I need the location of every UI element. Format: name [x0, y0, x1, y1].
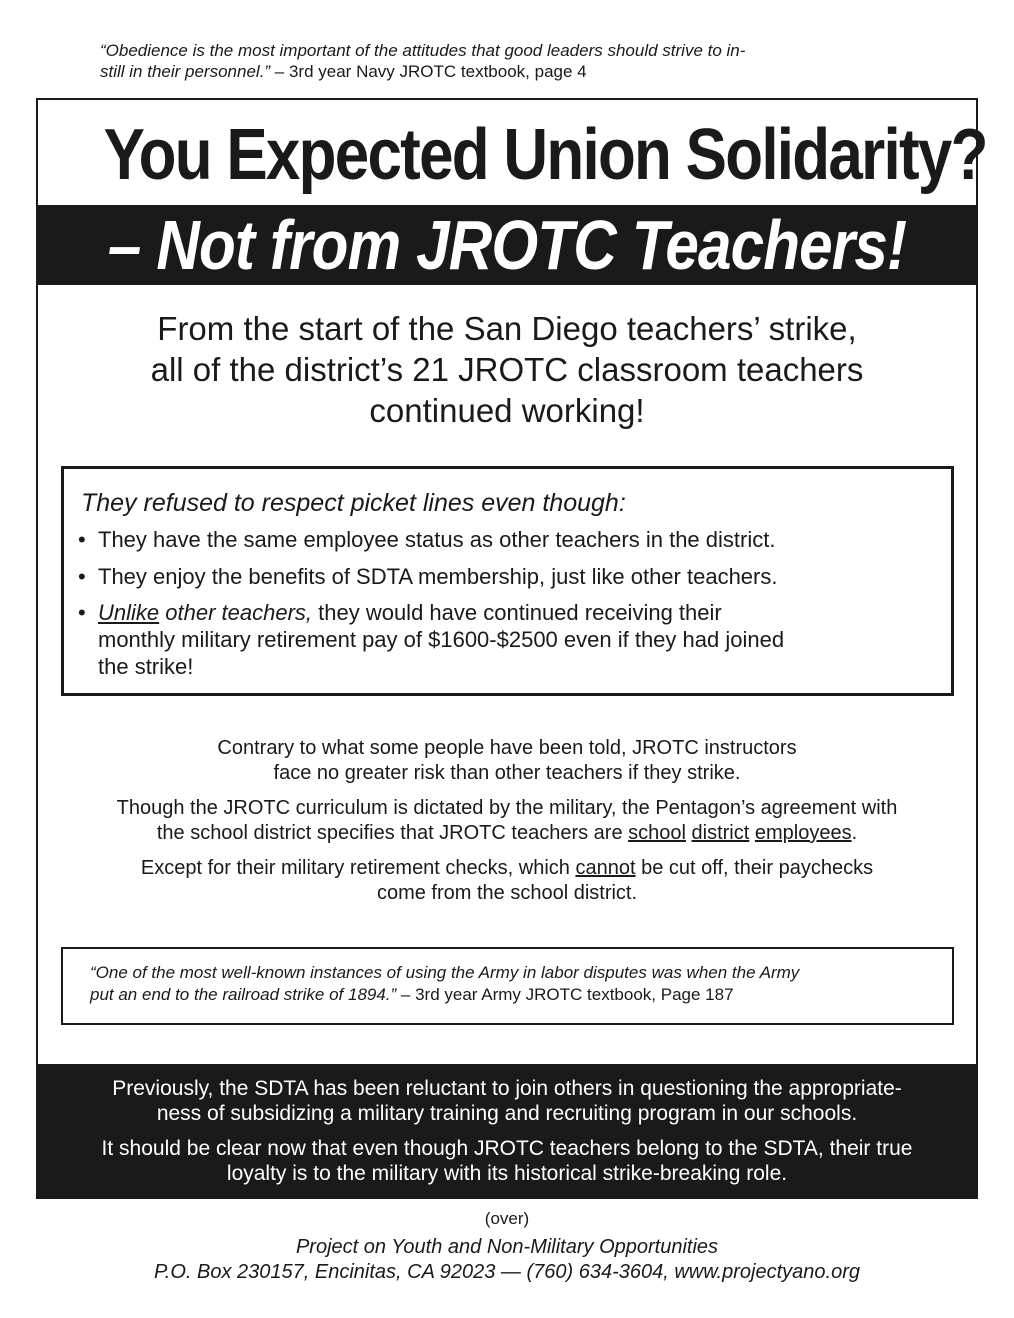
footer-contact: P.O. Box 230157, Encinitas, CA 92023 — (760) 634-3604, www.projectyano.org: [154, 1261, 860, 1283]
reason-text: They enjoy the benefits of SDTA membership, just like other teachers.: [98, 564, 778, 589]
paragraph-risk-line1: Contrary to what some people have been told, JROTC instructors: [217, 737, 797, 759]
paragraph-paychecks-start: Except for their military retirement checks, which: [140, 857, 576, 879]
reason-text: [98, 599, 938, 680]
paragraph-paychecks-line2: come from the school district.: [376, 882, 638, 904]
paragraph-risk-line2: face no greater risk than other teachers if they strike.: [273, 762, 741, 784]
paragraph-employees-line2: the school district specifies that JROTC teachers are: [156, 822, 629, 844]
paragraph-paychecks: [46, 856, 968, 906]
emphasis-other-teachers: other teachers,: [159, 600, 313, 625]
over-note: (over): [484, 1209, 530, 1228]
paragraph-employees-line1: Though the JROTC curriculum is dictated by the military, the Pentagon’s agreement with: [116, 797, 898, 819]
headline: You Expected Union Solidarity?: [103, 115, 987, 195]
emphasis-unlike: Unlike: [98, 600, 160, 625]
paragraph-employees-end: .: [851, 822, 858, 844]
lead-line-2: all of the district’s 21 JROTC classroom teachers: [150, 351, 864, 388]
paragraph-paychecks-rest: be cut off, their paychecks: [635, 857, 874, 879]
underlined-district: district: [691, 822, 750, 844]
underlined-school: school: [628, 822, 686, 844]
conclusion-paragraph-2: [46, 1136, 968, 1186]
army-quote: [90, 962, 940, 1006]
top-quote: [100, 40, 920, 82]
bullet-dot: •: [78, 527, 86, 552]
lead-statement: [60, 308, 954, 431]
conclusion-2-line1: It should be clear now that even though JROTC teachers belong to the SDTA, their true: [101, 1137, 913, 1160]
subhead: – Not from JROTC Teachers!: [107, 206, 907, 284]
top-quote-attribution: – 3rd year Navy JROTC textbook, page 4: [270, 62, 587, 81]
top-quote-text-line2: still in their personnel.”: [100, 62, 271, 81]
conclusion-paragraph-1: [46, 1076, 968, 1126]
reason-text-line2: monthly military retirement pay of $1600-$2500 even if they had joined: [98, 627, 785, 652]
reason-text-rest: they would have continued receiving their: [312, 600, 722, 625]
reason-text-line3: the strike!: [98, 654, 194, 679]
conclusion-1-line1: Previously, the SDTA has been reluctant to join others in questioning the appropriate-: [112, 1077, 902, 1100]
lead-line-3: continued working!: [369, 392, 645, 429]
top-quote-text-line1: “Obedience is the most important of the attitudes that good leaders should strive to in-: [100, 41, 746, 60]
underlined-cannot: cannot: [575, 857, 636, 879]
conclusion-2-line2: loyalty is to the military with its historical strike-breaking role.: [226, 1162, 788, 1185]
reason-text: They have the same employee status as other teachers in the district.: [98, 527, 776, 552]
paragraph-employees: [46, 796, 968, 846]
army-quote-line2: put an end to the railroad strike of 1894.”: [90, 985, 397, 1004]
army-quote-line1: “One of the most well-known instances of using the Army in labor disputes was when the Army: [90, 963, 800, 982]
bullet-dot: •: [78, 564, 86, 589]
bullet-dot: •: [78, 600, 86, 625]
reasons-intro: They refused to respect picket lines even though:: [81, 489, 626, 517]
footer-organization: Project on Youth and Non-Military Opportunities: [295, 1236, 719, 1258]
underlined-employees: employees: [754, 822, 852, 844]
conclusion-1-line2: ness of subsidizing a military training and recruiting program in our schools.: [156, 1102, 858, 1125]
lead-line-1: From the start of the San Diego teachers’ strike,: [157, 310, 857, 347]
army-quote-attribution: – 3rd year Army JROTC textbook, Page 187: [396, 985, 734, 1004]
paragraph-risk: [46, 736, 968, 786]
